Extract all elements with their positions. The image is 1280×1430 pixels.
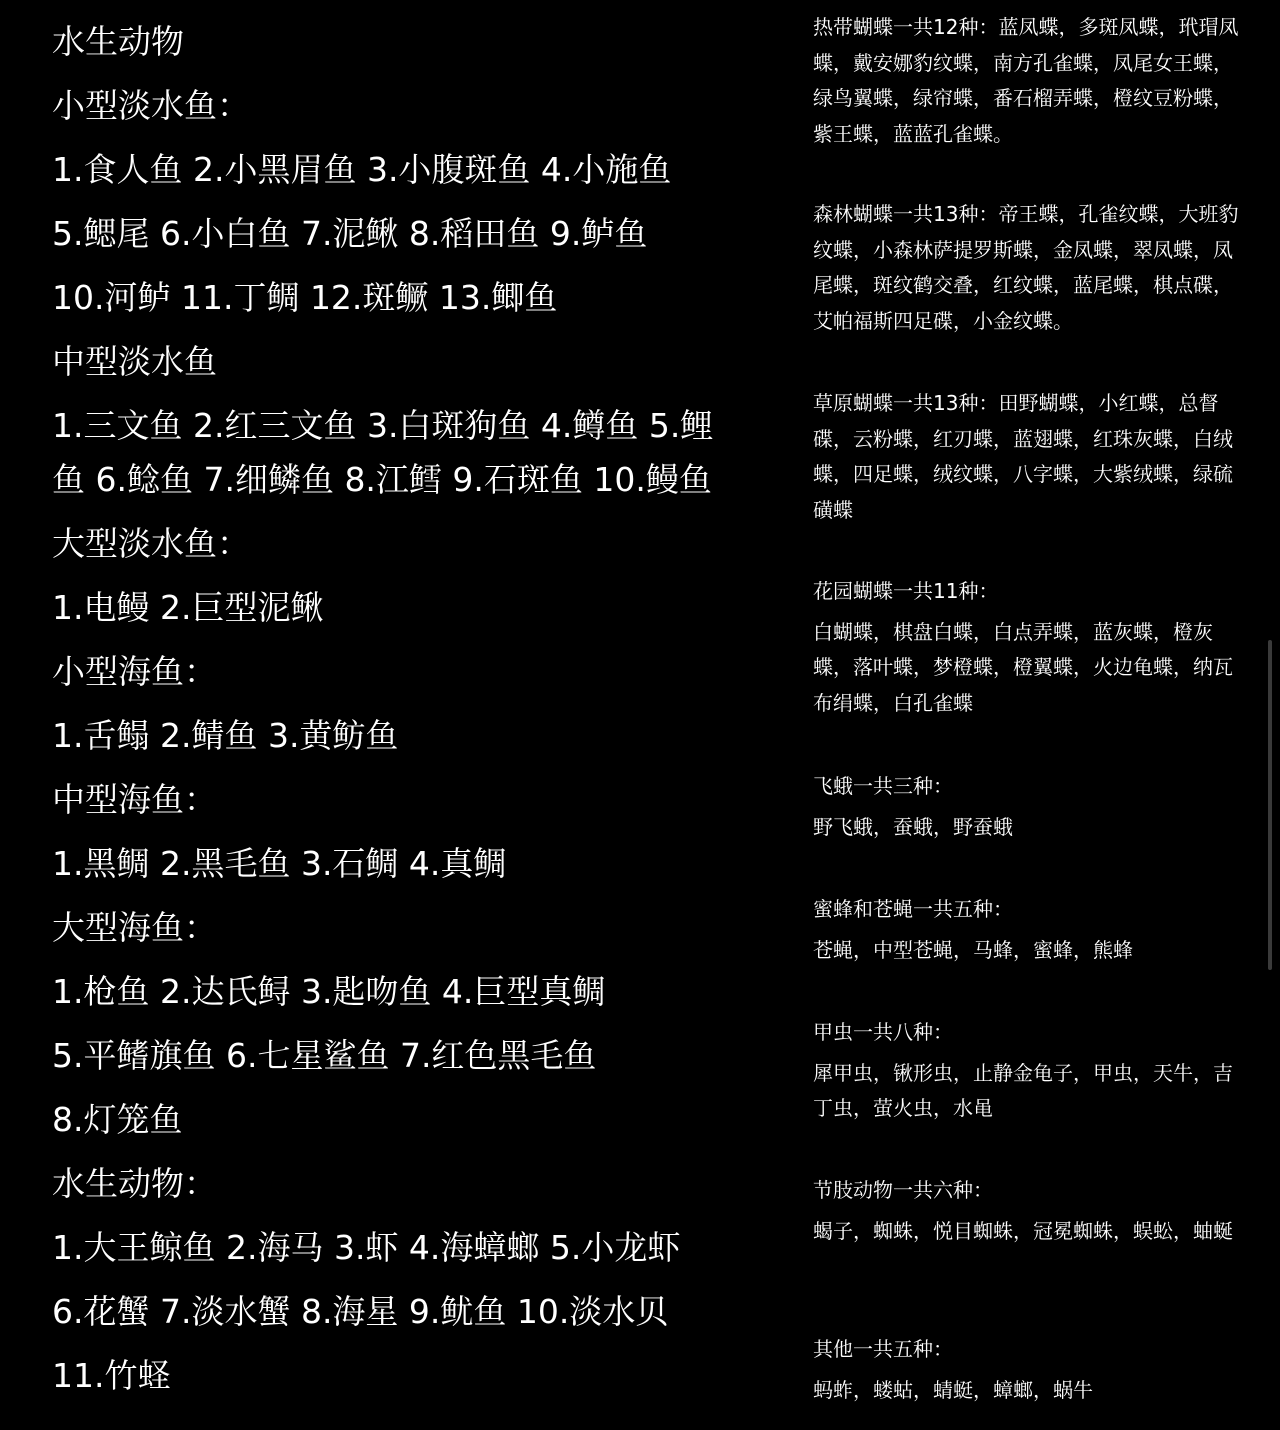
list-line: 6.花蟹 7.淡水蟹 8.海星 9.鱿鱼 10.淡水贝 — [52, 1292, 669, 1331]
section-text: 蚂蚱，蝼蛄，蜻蜓，蟑螂，蜗牛 — [813, 1377, 1093, 1402]
section-text: 苍蝇，中型苍蝇，马蜂，蜜蜂，熊蜂 — [813, 937, 1133, 962]
section-text: 野飞蛾，蚕蛾，野蚕蛾 — [813, 814, 1013, 839]
list-line: 5.鳃尾 6.小白鱼 7.泥鳅 8.稻田鱼 9.鲈鱼 — [52, 214, 648, 253]
heading-small-freshwater-fish: 小型淡水鱼： — [52, 86, 250, 125]
section-moths — [813, 769, 1243, 845]
section-title: 蜜蜂和苍蝇一共五种： — [813, 897, 1013, 921]
section-text: 草原蝴蝶一共13种：田野蝴蝶，小红蝶，总督碟，云粉蝶，红刃蝶，蓝翅蝶，红珠灰蝶，白绒蝶，四足蝶，绒纹蝶，八字蝶，大紫绒蝶，绿硫磺蝶 — [813, 391, 1233, 522]
heading-large-sea-fish: 大型海鱼： — [52, 908, 217, 947]
heading-aquatic-animals: 水生动物 — [52, 22, 184, 61]
list-line: 1.黑鲷 2.黑毛鱼 3.石鲷 4.真鲷 — [52, 844, 507, 883]
heading-medium-freshwater-fish: 中型淡水鱼 — [52, 342, 217, 381]
section-text: 蝎子，蜘蛛，悦目蜘蛛，冠冕蜘蛛，蜈蚣，蚰蜒 — [813, 1218, 1233, 1243]
section-title: 其他一共五种： — [813, 1337, 953, 1361]
heading-aquatic-creatures: 水生动物： — [52, 1164, 217, 1203]
list-line: 1.三文鱼 2.红三文鱼 3.白斑狗鱼 4.鳟鱼 5.鲤鱼 6.鲶鱼 7.细鳞鱼 8.江鳕 9.石斑鱼 10.鳗鱼 — [52, 406, 714, 499]
section-beetles — [813, 1015, 1243, 1127]
section-title: 飞蛾一共三种： — [813, 774, 953, 798]
section-forest-butterflies — [813, 197, 1243, 339]
section-tropical-butterflies — [813, 10, 1243, 152]
section-arthropods — [813, 1173, 1243, 1249]
section-others — [813, 1332, 1243, 1408]
section-text: 白蝴蝶，棋盘白蝶，白点弄蝶，蓝灰蝶，橙灰蝶，落叶蝶，梦橙蝶，橙翼蝶，火边龟蝶，纳瓦布绢蝶，白孔雀蝶 — [813, 619, 1233, 715]
heading-large-freshwater-fish: 大型淡水鱼： — [52, 524, 250, 563]
section-title: 节肢动物一共六种： — [813, 1178, 993, 1202]
list-line: 5.平鳍旗鱼 6.七星鲨鱼 7.红色黑毛鱼 — [52, 1036, 597, 1075]
list-line: 8.灯笼鱼 — [52, 1100, 183, 1139]
list-line: 10.河鲈 11.丁鲷 12.斑鳜 13.鲫鱼 — [52, 278, 558, 317]
left-column — [52, 10, 732, 1408]
heading-medium-sea-fish: 中型海鱼： — [52, 780, 217, 819]
list-line: 1.大王鲸鱼 2.海马 3.虾 4.海蟑螂 5.小龙虾 — [52, 1228, 681, 1267]
section-title: 花园蝴蝶一共11种： — [813, 579, 999, 603]
section-grassland-butterflies — [813, 386, 1243, 528]
section-text: 热带蝴蝶一共12种：蓝凤蝶，多斑凤蝶，玳瑁凤蝶，戴安娜豹纹蝶，南方孔雀蝶，凤尾女王蝶，绿鸟翼蝶，绿帘蝶，番石榴弄蝶，橙纹豆粉蝶，紫王蝶，蓝蓝孔雀蝶。 — [813, 15, 1239, 146]
list-line: 1.电鳗 2.巨型泥鳅 — [52, 588, 324, 627]
section-text: 森林蝴蝶一共13种：帝王蝶，孔雀纹蝶，大班豹纹蝶，小森林萨提罗斯蝶，金凤蝶，翠凤蝶，凤尾蝶，斑纹鹤交叠，红纹蝶，蓝尾蝶，棋点碟，艾帕福斯四足碟，小金纹蝶。 — [813, 202, 1239, 333]
section-text: 犀甲虫，锹形虫，止静金龟子，甲虫，天牛，吉丁虫，萤火虫，水黾 — [813, 1060, 1233, 1120]
section-bees-flies — [813, 892, 1243, 968]
list-line: 1.枪鱼 2.达氏鲟 3.匙吻鱼 4.巨型真鲷 — [52, 972, 606, 1011]
list-line: 11.竹蛏 — [52, 1356, 171, 1395]
section-title: 甲虫一共八种： — [813, 1020, 953, 1044]
scrollbar[interactable] — [1268, 640, 1272, 970]
heading-small-sea-fish: 小型海鱼： — [52, 652, 217, 691]
list-line: 1.食人鱼 2.小黑眉鱼 3.小腹斑鱼 4.小施鱼 — [52, 150, 672, 189]
section-garden-butterflies — [813, 574, 1243, 721]
list-line: 1.舌鳎 2.鲭鱼 3.黄鲂鱼 — [52, 716, 399, 755]
